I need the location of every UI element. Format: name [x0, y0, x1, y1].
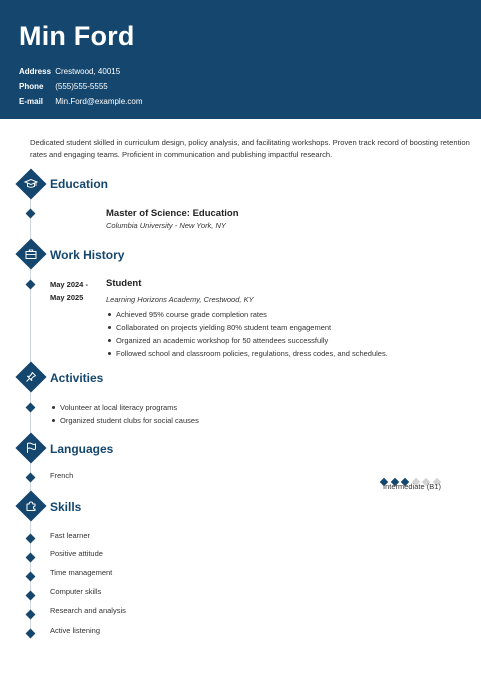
timeline-marker: [26, 629, 36, 639]
degree: Master of Science: Education: [106, 208, 239, 219]
skill-item: Active listening: [50, 626, 101, 635]
briefcase-icon: [15, 238, 46, 269]
skill-item: Computer skills: [50, 587, 102, 596]
timeline-marker: [26, 473, 36, 483]
address-row: [19, 67, 120, 76]
phone-label: Phone: [19, 82, 44, 91]
skill-item: Fast learner: [50, 531, 91, 540]
timeline-marker: [26, 610, 36, 620]
languages-heading: Languages: [50, 442, 114, 456]
skill-item: Research and analysis: [50, 606, 126, 615]
education-heading: Education: [50, 177, 109, 191]
email-row: [19, 97, 143, 106]
timeline-marker: [26, 280, 36, 290]
address-value: Crestwood, 40015: [55, 67, 121, 76]
skill-item: Positive attitude: [50, 549, 103, 558]
professional-summary: Dedicated student skilled in curriculum design, policy analysis, and facilitating workshops. Proven track record of boosting retention rates and engaging teams. Proficient in communication and publishing impactful research.: [30, 138, 470, 159]
email-label: E-mail: [19, 97, 44, 106]
job-title: Student: [106, 278, 142, 289]
language-rating: [381, 472, 444, 480]
list-item: Volunteer at local literacy programs: [50, 401, 199, 414]
pushpin-icon: [15, 361, 46, 392]
timeline-marker: [26, 403, 36, 413]
timeline-marker: [26, 572, 36, 582]
candidate-name: Min Ford: [19, 21, 135, 51]
list-item: Organized student clubs for social causes: [50, 414, 199, 427]
work-history-heading: Work History: [50, 248, 125, 262]
activities-heading: Activities: [50, 371, 104, 385]
skill-item: Time management: [50, 568, 113, 577]
date-to: May 2025: [50, 293, 84, 302]
skills-heading: Skills: [50, 500, 82, 514]
timeline-marker: [26, 534, 36, 544]
employer: Learning Horizons Academy, Crestwood, KY: [106, 295, 254, 304]
timeline-marker: [26, 553, 36, 563]
school: Columbia University - New York, NY: [106, 221, 226, 230]
work-bullet-list: [106, 308, 388, 360]
list-item: Followed school and classroom policies, regulations, dress codes, and schedules.: [106, 347, 388, 360]
flag-icon: [15, 432, 46, 463]
list-item: Collaborated on projects yielding 80% student team engagement: [106, 321, 388, 334]
date-from: May 2024 -: [50, 280, 88, 289]
graduation-cap-icon: [15, 168, 46, 199]
language-level: Intermediate (B1): [383, 482, 441, 491]
language-name: French: [50, 471, 74, 480]
phone-row: [19, 82, 108, 91]
activities-list: [50, 401, 199, 427]
timeline-marker: [26, 591, 36, 601]
job-dates: [50, 278, 88, 304]
puzzle-icon: [15, 490, 46, 521]
phone-value: (555)555-5555: [55, 82, 108, 91]
resume-header: [0, 0, 481, 119]
address-label: Address: [19, 67, 52, 76]
list-item: Achieved 95% course grade completion rates: [106, 308, 388, 321]
timeline-marker: [26, 209, 36, 219]
list-item: Organized an academic workshop for 50 attendees successfully: [106, 334, 388, 347]
email-value: Min.Ford@example.com: [55, 97, 143, 106]
